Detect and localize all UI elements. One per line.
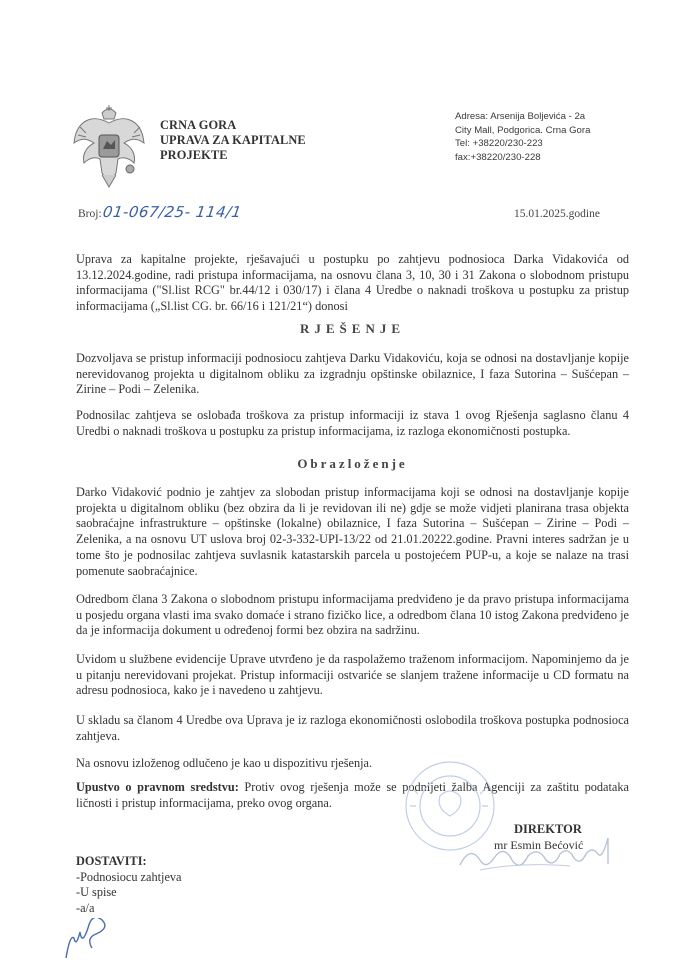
org-line-agency-cont: PROJEKTE [160, 148, 228, 162]
address-line: Adresa: Arsenija Boljevića - 2a [455, 111, 586, 122]
reference-number [78, 203, 241, 221]
delivery-item: -U spise [76, 885, 117, 899]
decision-paragraph-2: Podnosilac zahtjeva se oslobađa troškova za pristup informaciji iz stava 1 ovog Rješenja saglasno članu 4 Uredbi o naknadi troškova u postupku za pristup informacijama, iz razloga ekonomičnosti postupka. [76, 408, 629, 438]
legal-remedy-label: Upustvo o pravnom sredstvu: [76, 780, 239, 794]
reasoning-paragraph-4: U skladu sa članom 4 Uredbe ova Uprava je iz razloga ekonomičnosti oslobodila troškova postupka podnosioca zahtjeva. [76, 713, 629, 743]
fax-line: fax:+38220/230-228 [455, 151, 541, 163]
delivery-title: DOSTAVITI: [76, 854, 147, 868]
document-date: 15.01.2025.godine [514, 208, 600, 220]
city-line: City Mall, Podgorica. Crna Gora [455, 124, 591, 136]
intro-paragraph: Uprava za kapitalne projekte, rješavajući u postupku po zahtjevu podnosioca Darka Vidakovića od 13.12.2024.godine, radi pristupa informacijama, na osnovu člana 3, 10, 30 i 31 Zakona o slobodnom pristupu informacijama ("Sl.list RCG" br.44/12 i 030/17) i člana 4 Uredbe o naknadi troškova u postupku za pristup informacijama („Sl.list CG. br. 66/16 i 121/21“) donosi [76, 252, 629, 314]
legal-remedy-text: Protiv ovog rješenja može se podnijeti žalba Agenciji za zaštitu podataka ličnosti i pristup informacijama, preko ovog organa. [76, 780, 629, 810]
montenegro-coat-of-arms-icon [72, 103, 146, 191]
legal-remedy [76, 780, 629, 811]
reasoning-paragraph-2: Odredbom člana 3 Zakona o slobodnom pristupu informacijama predviđeno je da pravo pristupa informacijama u posjedu organa vlasti ima svako domaće i strano fizičko lice, a odredbom člana 10 istog Zakona predviđeno je da je informacija dokument u određenoj formi bez obzira na sadržinu. [76, 592, 629, 638]
reference-label: Broj: [78, 208, 102, 220]
reasoning-paragraph-1: Darko Vidaković podnio je zahtjev za slobodan pristup informacijama koji se odnosi na dostavljanje kopije projekta u digitalnom obliku (bez obzira da li je revidovan ili ne) gdje se može vidjeti planirana trasa objekta saobraćajne infrastrukture – opštinske (lokalne) obilaznice, I faza Sutorina – Sušćepan – Zirine – Podi – Zelenika, a na osnovu UT uslova broj 02-3-332-UPI-13/22 od 21.01.20222.godine. Pravni interes sadržan je u tome što je podnosilac zahtjeva suvlasnik katastarskih parcela u postojećem PUP-u, a koje se nalaze na trasi pomenute saobraćajnice. [76, 485, 629, 578]
handwritten-initials-icon [60, 918, 130, 960]
reasoning-paragraph-5: Na osnovu izloženog odlučeno je kao u dispozitivu rješenja. [76, 756, 373, 770]
reasoning-paragraph-3: Uvidom u službene evidencije Uprave utvrđeno je da raspolažemo traženom informacijom. Napominjemo da je u pitanju nerevidovani projekat. Pristup informaciji ostvariće se slanjem tražene informacije u CD formatu na adresu podnosioca, kako je i navedeno u zahtjevu. [76, 652, 629, 698]
org-line-agency: UPRAVA ZA KAPITALNE [160, 133, 306, 147]
tel-line: Tel: +38220/230-223 [455, 138, 543, 150]
reference-handwritten: 01-067/25- 114/1 [101, 203, 243, 221]
director-signature-icon [440, 835, 655, 880]
contact-address-block [455, 110, 590, 164]
signatory-title: DIREKTOR [514, 822, 582, 836]
decision-title: RJEŠENJE [299, 321, 406, 336]
reasoning-title: Obrazloženje [297, 456, 408, 471]
delivery-item: -Podnosiocu zahtjeva [76, 869, 182, 884]
delivery-list [76, 854, 182, 916]
signatory-name: mr Esmin Bećović [494, 838, 584, 852]
delivery-item: -a/a [76, 900, 95, 915]
organization-name [160, 118, 306, 163]
decision-paragraph-1: Dozvoljava se pristup informaciji podnosiocu zahtjeva Darku Vidakoviću, koja se odnosi na dostavljanje kopije nerevidovanog projekta u digitalnom obliku za izgradnju opštinske obilaznice, I faza Sutorina – Sušćepan – Zirine – Podi – Zelenika. [76, 351, 629, 397]
org-line-country: CRNA GORA [160, 118, 237, 132]
